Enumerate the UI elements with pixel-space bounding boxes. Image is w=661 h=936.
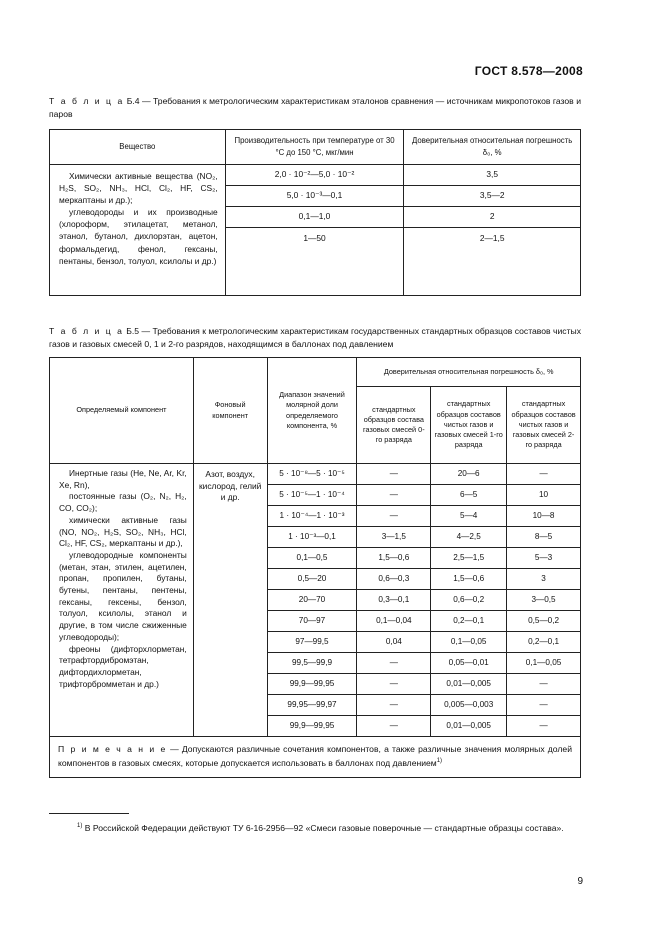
rank2-value: 8—5 (507, 527, 581, 548)
rank0-value: 0,6—0,3 (357, 569, 431, 590)
rank2-value: 5—3 (507, 548, 581, 569)
productivity-value: 0,1—1,0 (225, 207, 404, 228)
rank1-value: 20—6 (431, 464, 507, 485)
error-value: 2—1,5 (404, 228, 581, 296)
col-header-error: Доверительная относительная погрешность δ₀, % (404, 130, 581, 165)
rank0-value: — (357, 485, 431, 506)
range-value: 99,5—99,9 (267, 653, 357, 674)
range-value: 0,1—0,5 (267, 548, 357, 569)
table-b4-caption: Т а б л и ц а Б.4 — Требования к метрологическим характеристикам эталонов сравнения — источникам микропотоков газов и паров (49, 96, 582, 119)
range-value: 99,9—99,95 (267, 674, 357, 695)
component-cell: Инертные газы (He, Ne, Ar, Kr, Xe, Rn), постоянные газы (O₂, N₂, H₂, CO, CO₂); химически активные газы (NO, NO₂, H₂S, SO₂, NH₃, HCl, Cl₂, HF, CS₂, меркаптаны и др.), углеводородные компоненты (метан, этан, этилен, ацетилен, пропан, пропилен, бутаны, бутены, пентаны, пентены, гексаны, гексены, бензол, толуол, ксилолы, этанол и другие, в том числе сжиженные углеводороды); фреоны (дифторхлорметан, тетрафтордибромэтан, дифтордихлорметан, трифторбромметан и др.) (50, 464, 194, 737)
rank1-value: 5—4 (431, 506, 507, 527)
col-header-rank1: стандартных образцов составов чистых газов и газовых смесей 1-го разряда (431, 387, 507, 464)
rank0-value: 0,1—0,04 (357, 611, 431, 632)
error-value: 2 (404, 207, 581, 228)
col-header-rank0: стандартных образцов состава газовых смесей 0-го разряда (357, 387, 431, 464)
range-value: 5 · 10⁻⁵—1 · 10⁻⁴ (267, 485, 357, 506)
range-value: 99,95—99,97 (267, 695, 357, 716)
col-header-rank2: стандартных образцов составов чистых газов и газовых смесей 2-го разряда (507, 387, 581, 464)
col-header-background: Фоновый компонент (193, 358, 267, 464)
rank1-value: 0,6—0,2 (431, 590, 507, 611)
rank0-value: — (357, 653, 431, 674)
range-value: 0,5—20 (267, 569, 357, 590)
rank0-value: 0,04 (357, 632, 431, 653)
rank2-value: — (507, 695, 581, 716)
footnote: $^{1)}$ В Российской Федерации действуют ТУ 6-16-2956—92 «Смеси газовые поверочные — стандартные образцы состава». (77, 822, 564, 833)
rank0-value: 0,3—0,1 (357, 590, 431, 611)
page-number: 9 (577, 876, 583, 887)
range-value: 1 · 10⁻³—0,1 (267, 527, 357, 548)
range-value: 20—70 (267, 590, 357, 611)
rank0-value: — (357, 695, 431, 716)
rank2-value: 0,1—0,05 (507, 653, 581, 674)
rank1-value: 2,5—1,5 (431, 548, 507, 569)
rank0-value: 1,5—0,6 (357, 548, 431, 569)
range-value: 97—99,5 (267, 632, 357, 653)
error-value: 3,5 (404, 165, 581, 186)
col-header-component: Определяемый компонент (50, 358, 194, 464)
rank0-value: — (357, 716, 431, 737)
rank2-value: 3 (507, 569, 581, 590)
col-header-error-group: Доверительная относительная погрешность δ₀, % (357, 358, 581, 387)
rank0-value: — (357, 674, 431, 695)
rank2-value: — (507, 464, 581, 485)
productivity-value: 5,0 · 10⁻³—0,1 (225, 186, 404, 207)
substance-cell: Химически активные вещества (NO₂, H₂S, SO₂, NH₃, HCl, Cl₂, HF, CS₂, меркаптаны и др.); углеводороды и их производные (хлороформ, этилацетат, метанол, этанол, бутанол, дихлорэтан, ацетон, формальдегид, фенол, гексаны, пентаны, бензол, толуол, ксилолы и др.) (50, 165, 226, 296)
rank1-value: 0,005—0,003 (431, 695, 507, 716)
rank1-value: 0,01—0,005 (431, 716, 507, 737)
rank1-value: 0,05—0,01 (431, 653, 507, 674)
table-b5 (49, 357, 581, 778)
rank0-value: — (357, 506, 431, 527)
productivity-value: 1—50 (225, 228, 404, 296)
col-header-productivity: Производительность при температуре от 30 °С до 150 °С, мкг/мин (225, 130, 404, 165)
rank2-value: 10 (507, 485, 581, 506)
table-b5-caption: Т а б л и ц а Б.5 — Требования к метрологическим характеристикам государственных стандартных образцов составов чистых газов и газовых смесей 0, 1 и 2-го разрядов, находящимся в баллонах под давлением (49, 326, 582, 349)
rank2-value: 10—8 (507, 506, 581, 527)
rank2-value: 0,2—0,1 (507, 632, 581, 653)
rank1-value: 0,1—0,05 (431, 632, 507, 653)
table-b4 (49, 129, 581, 296)
productivity-value: 2,0 · 10⁻²—5,0 · 10⁻² (225, 165, 404, 186)
table-note: П р и м е ч а н и е — Допускаются различные сочетания компонентов, а также различные значения молярных долей компонентов в газовых смесях, которые допускается использовать в баллонах под давлением$^{1)}$ (50, 737, 581, 778)
rank2-value: — (507, 716, 581, 737)
rank1-value: 4—2,5 (431, 527, 507, 548)
range-value: 1 · 10⁻⁴—1 · 10⁻³ (267, 506, 357, 527)
range-value: 5 · 10⁻⁸—5 · 10⁻⁵ (267, 464, 357, 485)
rank2-value: 3—0,5 (507, 590, 581, 611)
background-cell: Азот, воздух, кислород, гелий и др. (193, 464, 267, 737)
footnote-divider (49, 813, 129, 814)
rank2-value: 0,5—0,2 (507, 611, 581, 632)
rank0-value: — (357, 464, 431, 485)
col-header-range: Диапазон значений молярной доли определяемого компонента, % (267, 358, 357, 464)
rank2-value: — (507, 674, 581, 695)
error-value: 3,5—2 (404, 186, 581, 207)
col-header-substance: Вещество (50, 130, 226, 165)
range-value: 99,9—99,95 (267, 716, 357, 737)
range-value: 70—97 (267, 611, 357, 632)
rank0-value: 3—1,5 (357, 527, 431, 548)
rank1-value: 1,5—0,6 (431, 569, 507, 590)
rank1-value: 0,2—0,1 (431, 611, 507, 632)
rank1-value: 6—5 (431, 485, 507, 506)
rank1-value: 0,01—0,005 (431, 674, 507, 695)
document-code: ГОСТ 8.578—2008 (474, 64, 583, 78)
